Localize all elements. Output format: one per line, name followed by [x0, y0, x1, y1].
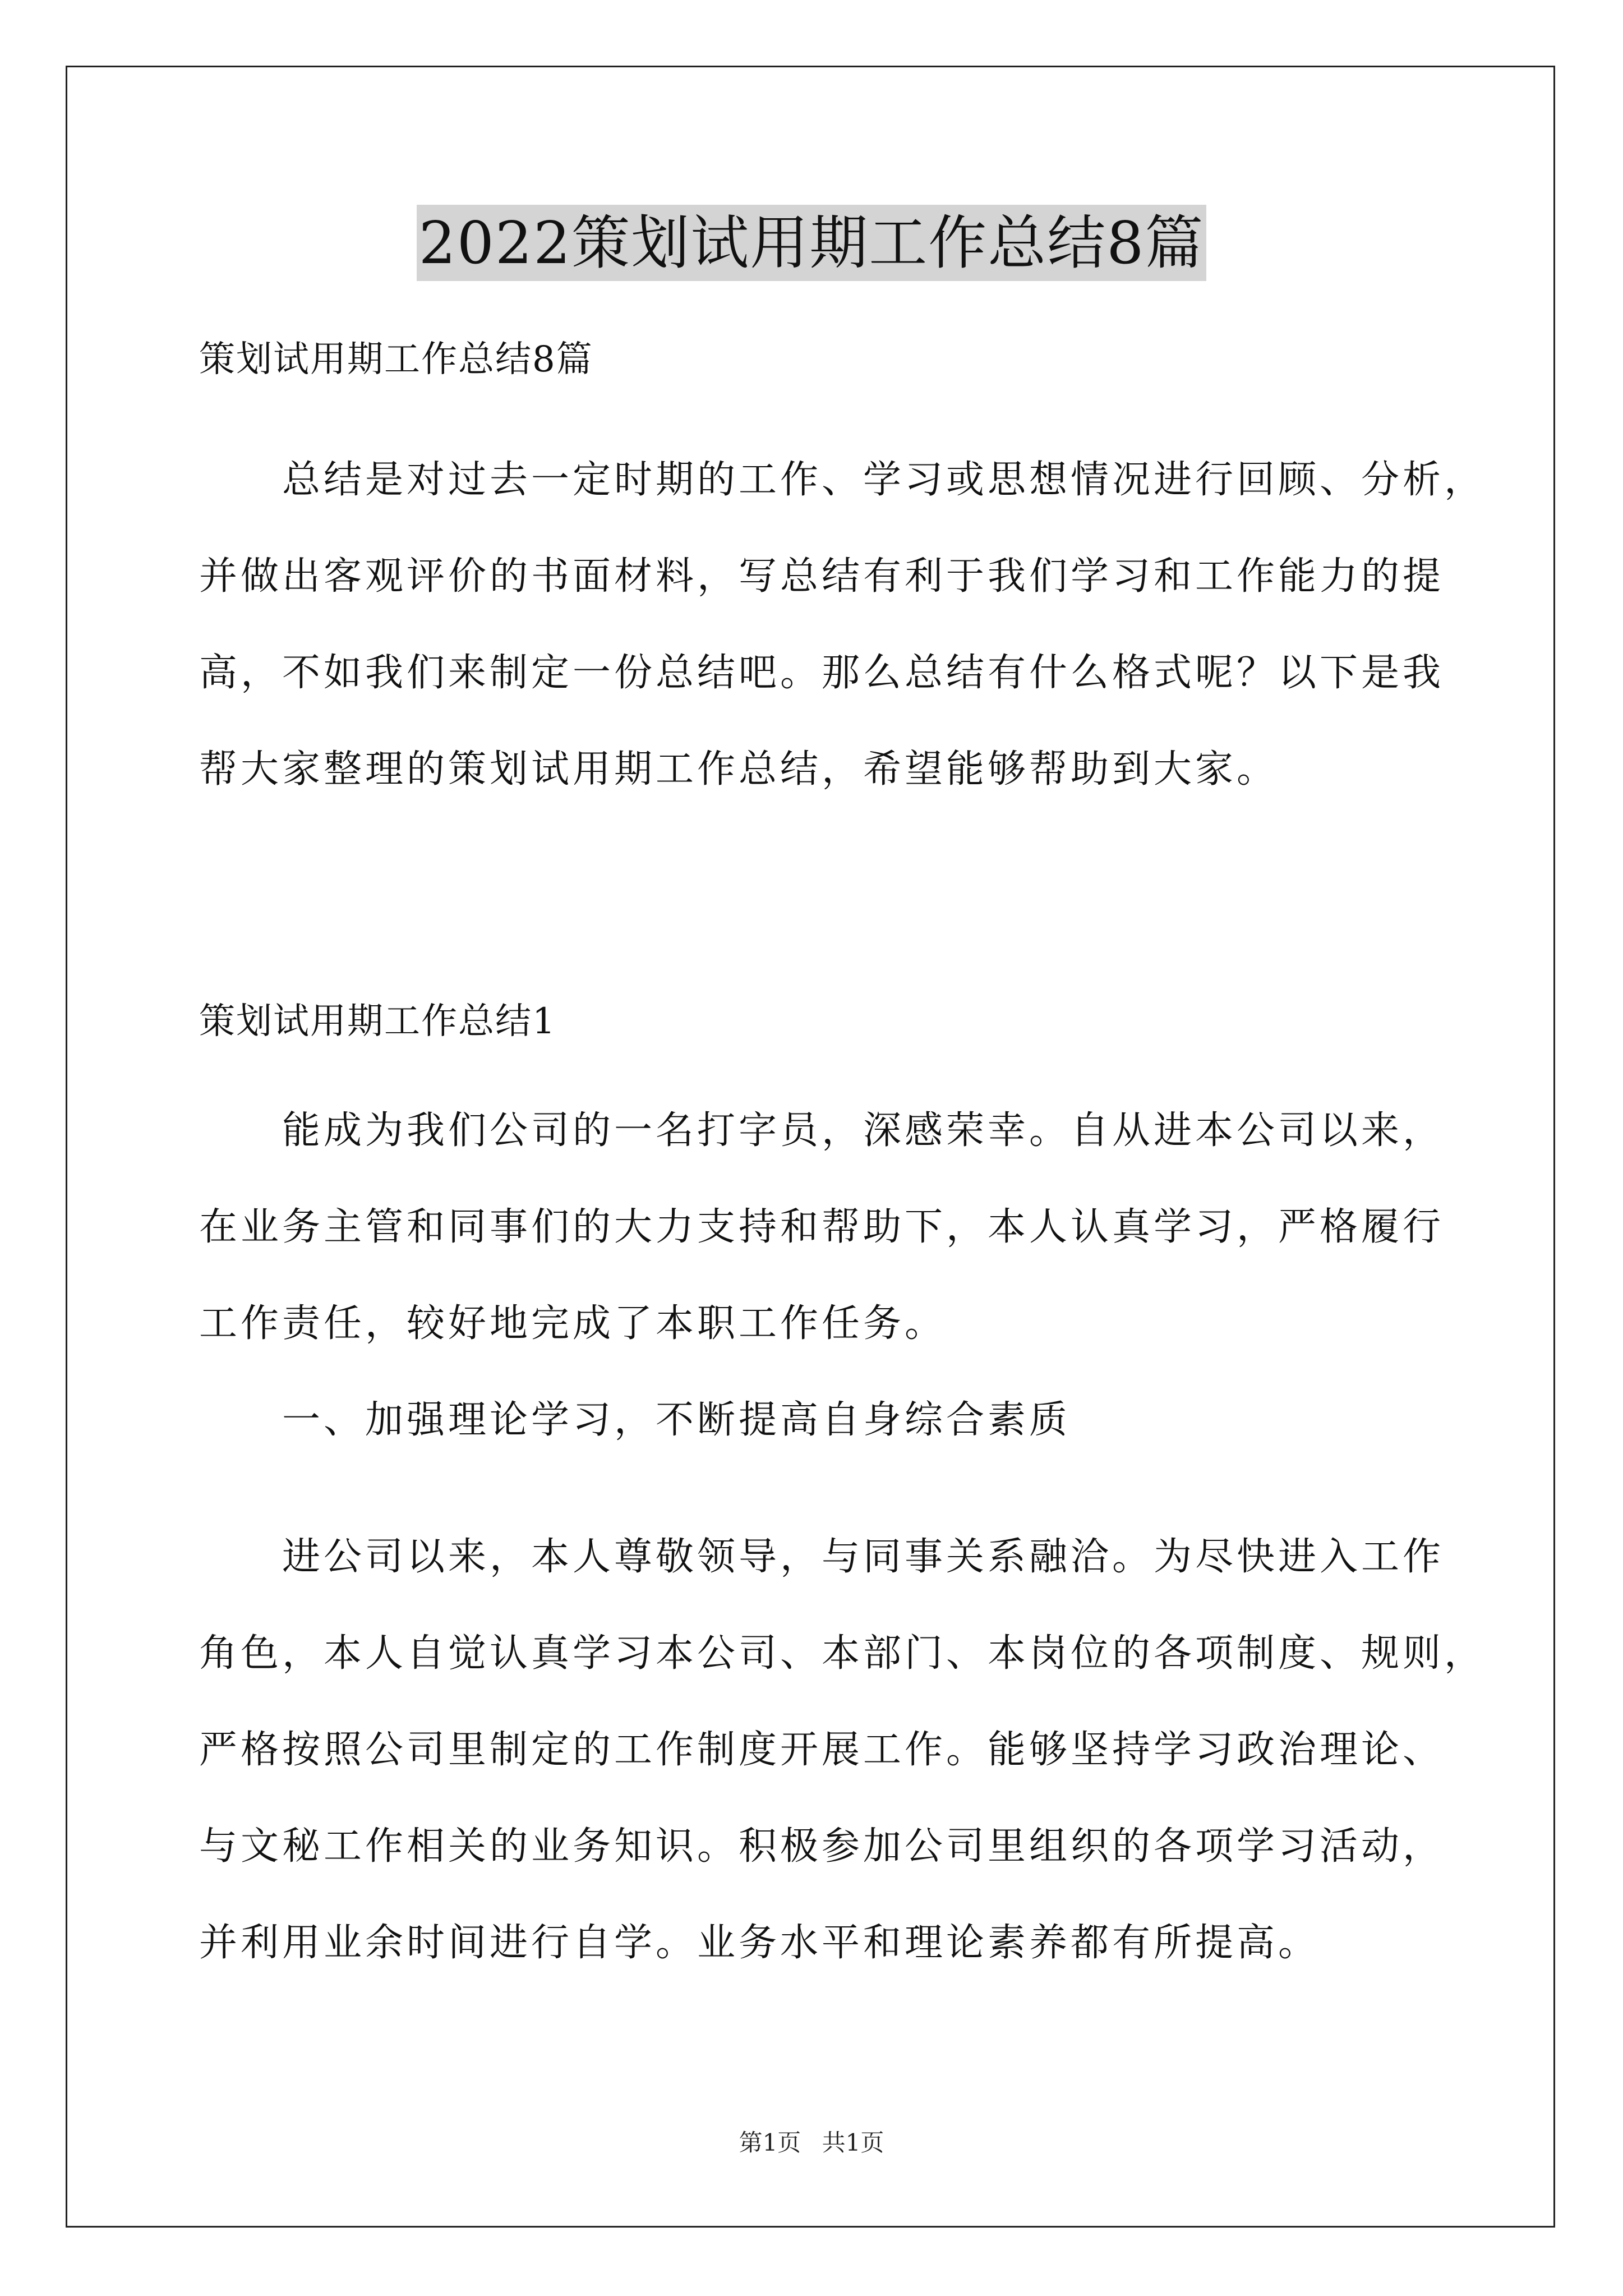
paragraph-line: 总结是对过去一定时期的工作、学习或思想情况进行回顾、分析，	[282, 458, 1486, 502]
section1-paragraph-2	[199, 1509, 1486, 1991]
paragraph-line: 进公司以来，本人尊敬领导，与同事关系融洽。为尽快进入工作	[282, 1535, 1445, 1579]
page-footer	[0, 2126, 1623, 2160]
paragraph-line: 在业务主管和同事们的大力支持和帮助下，本人认真学习，严格履行	[199, 1205, 1445, 1249]
intro-paragraph	[199, 432, 1486, 818]
paragraph-line: 并做出客观评价的书面材料，写总结有利于我们学习和工作能力的提	[199, 554, 1445, 599]
paragraph-line: 高，不如我们来制定一份总结吧。那么总结有什么格式呢？以下是我	[199, 651, 1445, 695]
section-heading-text: 策划试用期工作总结1	[199, 1001, 556, 1042]
paragraph-line: 与文秘工作相关的业务知识。积极参加公司里组织的各项学习活动，	[199, 1824, 1445, 1869]
section-heading	[199, 973, 1467, 1070]
document-subtitle	[199, 311, 1467, 408]
section1-paragraph-1	[199, 1083, 1467, 1469]
paragraph-line: 工作责任，较好地完成了本职工作任务。	[199, 1301, 947, 1346]
paragraph-line: 角色，本人自觉认真学习本公司、本部门、本岗位的各项制度、规则，	[199, 1631, 1486, 1676]
paragraph-line: 帮大家整理的策划试用期工作总结，希望能够帮助到大家。	[199, 747, 1279, 792]
document-title: 2022策划试用期工作总结8篇	[417, 205, 1207, 281]
subheading-line: 一、加强理论学习，不断提高自身综合素质	[282, 1398, 1071, 1442]
paragraph-line: 严格按照公司里制定的工作制度开展工作。能够坚持学习政治理论、	[199, 1728, 1445, 1772]
subtitle-text: 策划试用期工作总结8篇	[199, 339, 593, 380]
paragraph-line: 并利用业余时间进行自学。业务水平和理论素养都有所提高。	[199, 1921, 1320, 1965]
page-number-total: 共1页	[822, 2129, 884, 2156]
page-number-current: 第1页	[739, 2129, 801, 2156]
paragraph-line: 能成为我们公司的一名打字员，深感荣幸。自从进本公司以来，	[282, 1108, 1445, 1153]
title-container	[0, 205, 1623, 281]
